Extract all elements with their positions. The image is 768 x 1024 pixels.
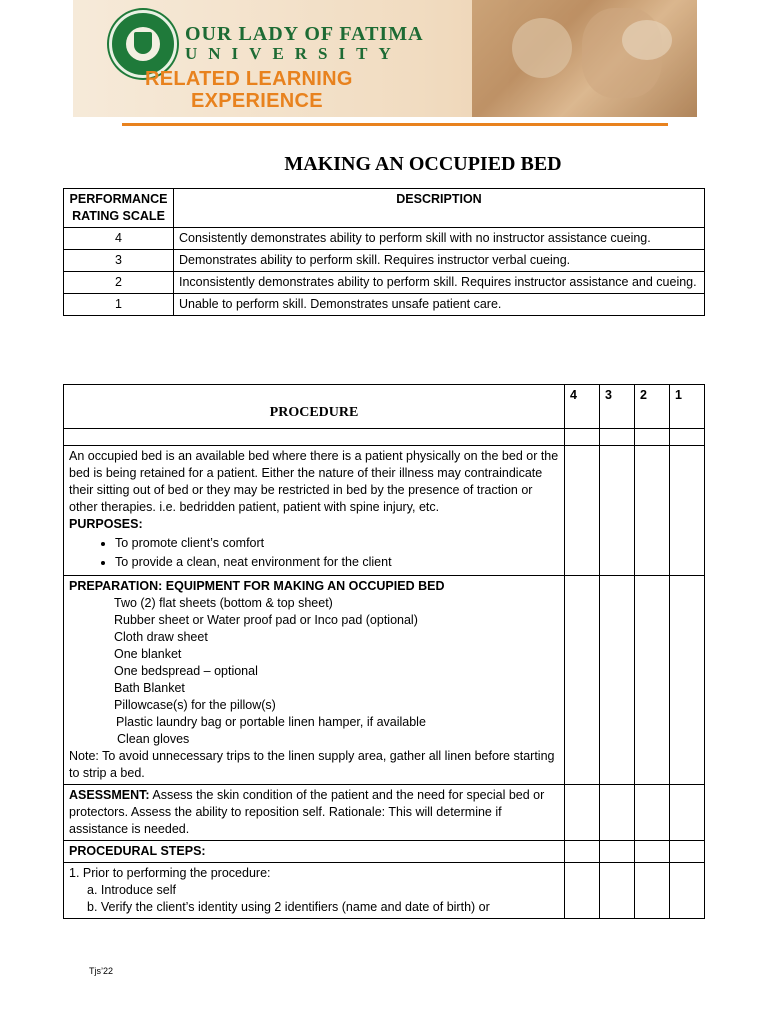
score-checkbox-cell[interactable]	[670, 429, 705, 446]
note-text: Note: To avoid unnecessary trips to the linen supply area, gather all linen before starting to strip a bed.	[69, 749, 555, 780]
score-checkbox-cell[interactable]	[600, 785, 635, 841]
purposes-list	[69, 535, 559, 571]
table-row	[64, 446, 705, 576]
score-checkbox-cell[interactable]	[565, 576, 600, 785]
step-subitem: a. Introduce self	[87, 883, 176, 897]
footer-initials: Tjs’22	[89, 966, 114, 976]
procedure-header: PROCEDURE	[64, 385, 565, 429]
description-cell: Consistently demonstrates ability to perform skill with no instructor assistance cueing.	[174, 228, 705, 250]
table-header-row	[64, 189, 705, 228]
score-checkbox-cell[interactable]	[635, 576, 670, 785]
table-row	[64, 429, 705, 446]
list-item: Clean gloves	[117, 732, 190, 746]
list-item: Rubber sheet or Water proof pad or Inco pad (optional)	[114, 613, 418, 627]
score-checkbox-cell[interactable]	[670, 863, 705, 919]
score-checkbox-cell[interactable]	[600, 841, 635, 863]
table-row	[64, 272, 705, 294]
table-row	[64, 841, 705, 863]
score-checkbox-cell[interactable]	[635, 785, 670, 841]
assessment-text: Assess the skin condition of the patient and the need for special bed or protectors. Assess the ability to reposition self. Rationale: This will determine if assistance is needed.	[69, 788, 545, 836]
score-header: 3	[600, 385, 635, 429]
nurses-photo	[472, 0, 697, 117]
document-title: MAKING AN OCCUPIED BED	[284, 153, 562, 175]
list-item: • To provide a clean, neat environment for the client	[115, 554, 559, 571]
score-checkbox-cell[interactable]	[670, 446, 705, 576]
score-checkbox-cell[interactable]	[670, 576, 705, 785]
list-item: • To promote client’s comfort	[115, 535, 559, 552]
list-item: Pillowcase(s) for the pillow(s)	[114, 698, 276, 712]
list-item: One bedspread – optional	[114, 664, 258, 678]
score-cell: 1	[64, 294, 174, 316]
table-row	[64, 228, 705, 250]
score-checkbox-cell[interactable]	[600, 429, 635, 446]
score-checkbox-cell[interactable]	[600, 576, 635, 785]
score-checkbox-cell[interactable]	[635, 863, 670, 919]
description-cell: Demonstrates ability to perform skill. Requires instructor verbal cueing.	[174, 250, 705, 272]
procedure-checklist-table	[63, 384, 705, 919]
list-item: Plastic laundry bag or portable linen hamper, if available	[116, 715, 426, 729]
university-name-line2: UNIVERSITY	[185, 44, 402, 63]
preparation-cell	[64, 576, 565, 785]
score-checkbox-cell[interactable]	[635, 841, 670, 863]
list-item: Bath Blanket	[114, 681, 185, 695]
header-banner	[73, 0, 697, 117]
program-title-line1: RELATED LEARNING	[145, 68, 353, 90]
rating-scale-table	[63, 188, 705, 316]
score-header: 1	[670, 385, 705, 429]
score-checkbox-cell[interactable]	[635, 446, 670, 576]
score-checkbox-cell[interactable]	[600, 863, 635, 919]
step-cell	[64, 863, 565, 919]
table-row	[64, 785, 705, 841]
score-checkbox-cell[interactable]	[600, 446, 635, 576]
score-cell: 4	[64, 228, 174, 250]
list-item: Two (2) flat sheets (bottom & top sheet)	[114, 596, 333, 610]
intro-cell	[64, 446, 565, 576]
description-cell: Inconsistently demonstrates ability to perform skill. Requires instructor assistance and cueing.	[174, 272, 705, 294]
assessment-label: ASESSMENT:	[69, 788, 150, 802]
score-checkbox-cell[interactable]	[565, 841, 600, 863]
step-item: 1. Prior to performing the procedure:	[69, 866, 271, 880]
intro-text: An occupied bed is an available bed where there is a patient physically on the bed or the bed is being retained for a patient. Either the nature of their illness may contraindicate their sitting out of bed or they may be restricted in bed by the presence of traction or other therapies. i.e. bedridden patient, patient with spine injury, etc.	[69, 449, 559, 514]
score-cell: 3	[64, 250, 174, 272]
score-checkbox-cell[interactable]	[565, 785, 600, 841]
header-divider	[122, 123, 668, 126]
table-row	[64, 250, 705, 272]
description-cell: Unable to perform skill. Demonstrates unsafe patient care.	[174, 294, 705, 316]
score-cell: 2	[64, 272, 174, 294]
score-checkbox-cell[interactable]	[635, 429, 670, 446]
score-header: 2	[635, 385, 670, 429]
table-row	[64, 294, 705, 316]
column-header: DESCRIPTION	[174, 189, 705, 228]
university-name-line1: OUR LADY OF FATIMA	[185, 23, 424, 45]
steps-label: PROCEDURAL STEPS:	[64, 841, 565, 863]
score-checkbox-cell[interactable]	[565, 863, 600, 919]
purposes-label: PURPOSES:	[69, 517, 143, 531]
list-item: Cloth draw sheet	[114, 630, 208, 644]
score-checkbox-cell[interactable]	[565, 429, 600, 446]
assessment-cell	[64, 785, 565, 841]
score-checkbox-cell[interactable]	[565, 446, 600, 576]
step-subitem: b. Verify the client’s identity using 2 identifiers (name and date of birth) or	[87, 900, 490, 914]
table-row	[64, 576, 705, 785]
score-checkbox-cell[interactable]	[670, 785, 705, 841]
score-header: 4	[565, 385, 600, 429]
program-title-line2: EXPERIENCE	[191, 90, 323, 112]
table-header-row	[64, 385, 705, 429]
column-header: PERFORMANCE RATING SCALE	[64, 189, 174, 228]
score-checkbox-cell[interactable]	[670, 841, 705, 863]
table-row	[64, 863, 705, 919]
list-item: One blanket	[114, 647, 182, 661]
preparation-label: PREPARATION: EQUIPMENT FOR MAKING AN OCCUPIED BED	[69, 579, 445, 593]
